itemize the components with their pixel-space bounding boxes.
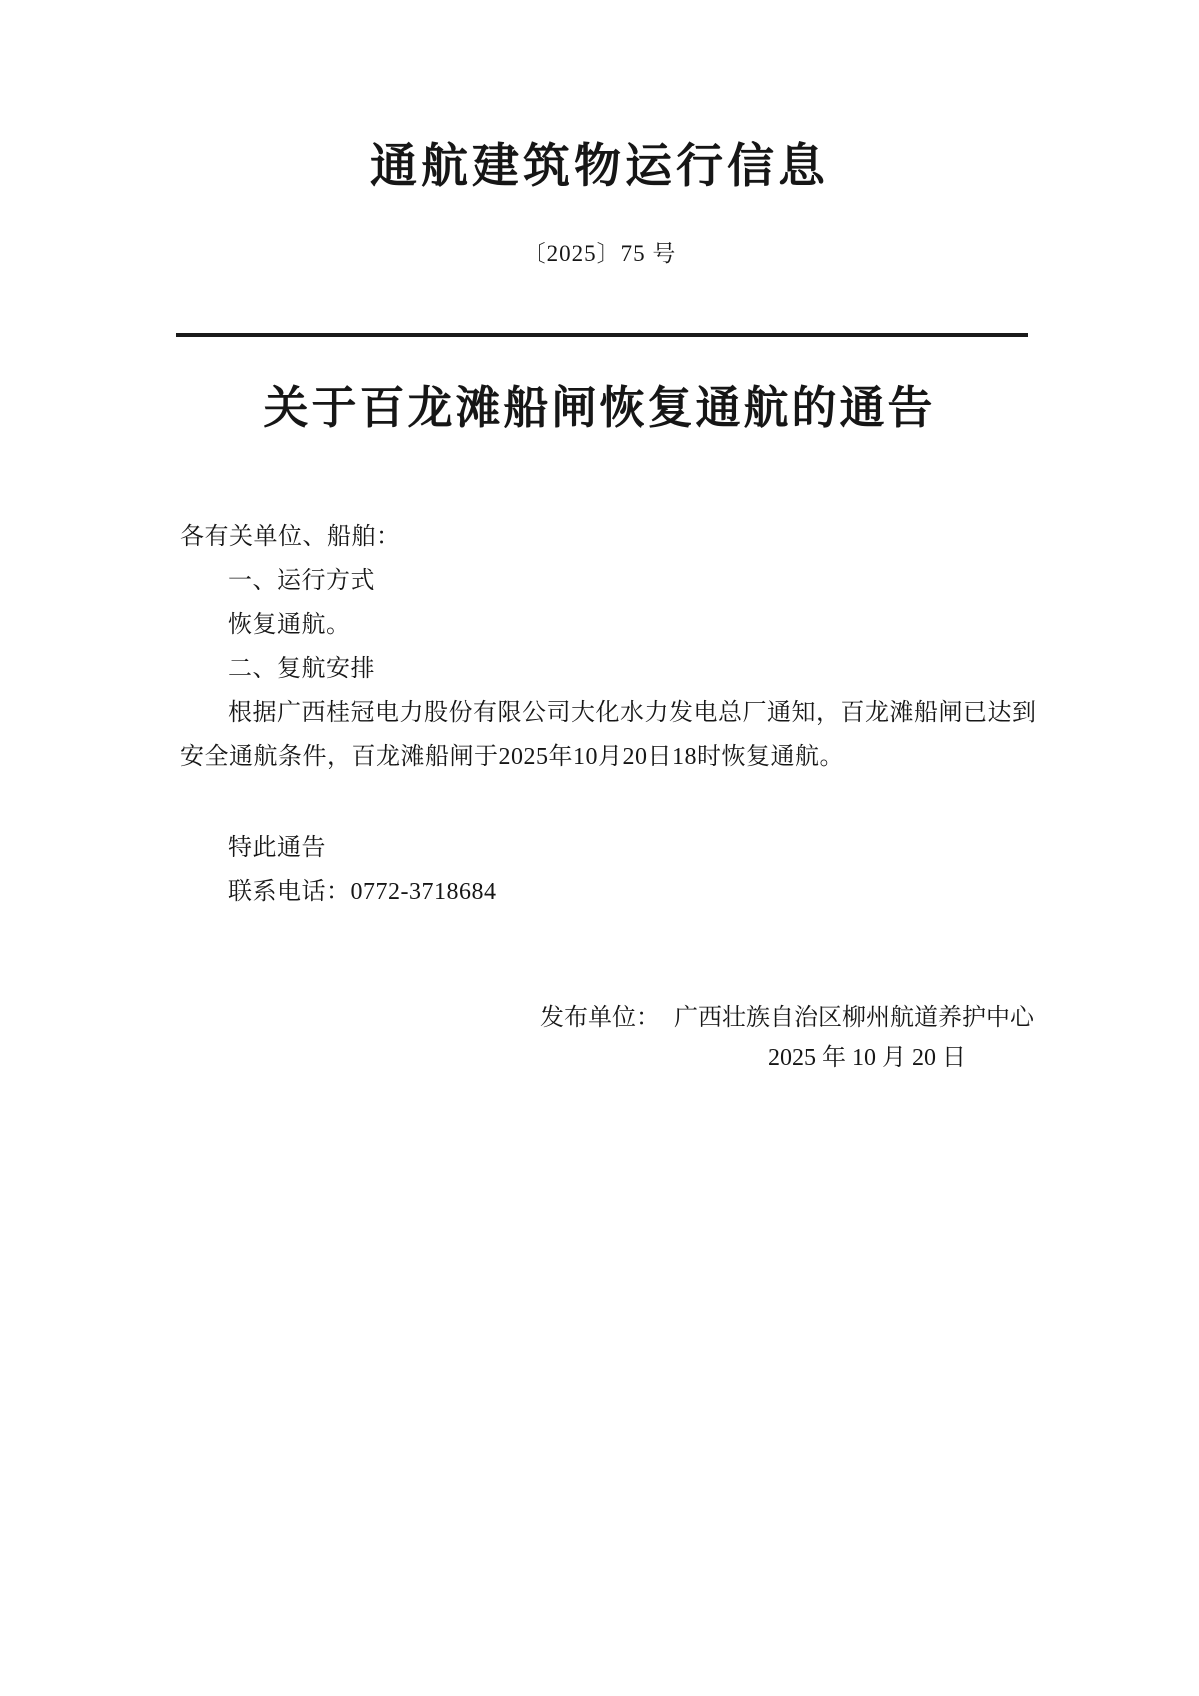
closing-statement: 特此通告 <box>228 835 326 861</box>
notice-subtitle: 关于百龙滩船闸恢复通航的通告 <box>263 383 936 433</box>
contact-phone-line: 联系电话：0772-3718684 <box>228 879 497 905</box>
salutation-line: 各有关单位、船舶： <box>180 524 401 550</box>
section2-paragraph-line-1: 根据广西桂冠电力股份有限公司大化水力发电总厂通知，百龙滩船闸已达到 <box>228 700 1037 726</box>
signoff-block <box>540 998 1034 1078</box>
section2-heading: 二、复航安排 <box>228 656 375 682</box>
issue-date: 2025 年 10 月 20 日 <box>768 1045 966 1071</box>
section1-heading: 一、运行方式 <box>228 568 375 594</box>
section2-paragraph-line-2: 安全通航条件，百龙滩船闸于2025年10月20日18时恢复通航。 <box>180 744 844 770</box>
issuer-line <box>540 998 1034 1038</box>
document-number: 〔2025〕75 号 <box>522 241 677 266</box>
issuer-label: 发布单位： <box>540 1005 660 1031</box>
section1-body: 恢复通航。 <box>228 612 351 638</box>
header-divider-rule <box>176 333 1028 337</box>
notice-body <box>180 515 1037 914</box>
document-title: 通航建筑物运行信息 <box>370 141 829 193</box>
issuer-name: 广西壮族自治区柳州航道养护中心 <box>674 1005 1034 1031</box>
